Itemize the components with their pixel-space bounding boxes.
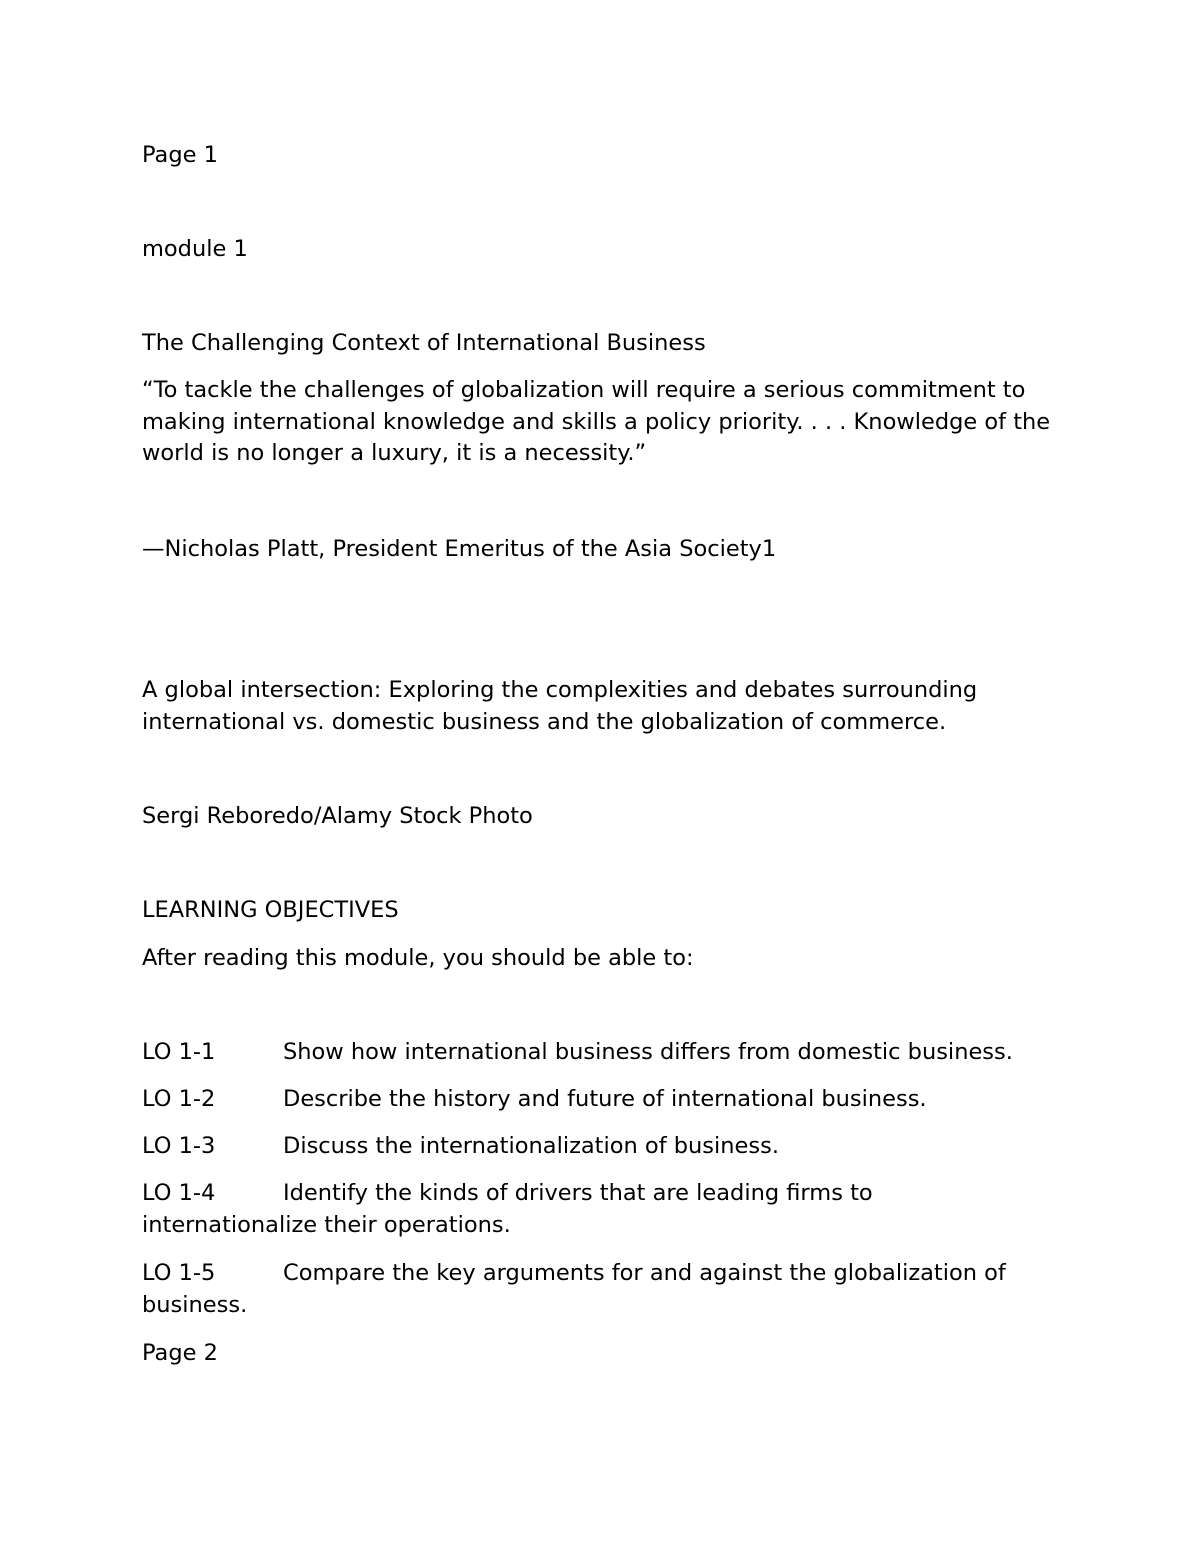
objective-text: Show how international business differs from domestic business. [283,1039,1013,1065]
objective-text: Compare the key arguments for and against the globalization of business. [142,1260,1006,1318]
page-number-1: Page 1 [142,142,218,168]
objective-text: Identify the kinds of drivers that are leading firms to internationalize their operations. [142,1180,873,1238]
photo-caption: A global intersection: Exploring the complexities and debates surrounding international vs. domestic business and the globalization of commerce. [142,677,978,735]
objective-code: LO 1-4 [142,1180,216,1206]
learning-objective-item [142,1258,1062,1321]
objective-code: LO 1-1 [142,1039,216,1065]
page-number-2: Page 2 [142,1340,218,1366]
objective-text: Describe the history and future of international business. [283,1086,927,1112]
learning-objectives-intro: After reading this module, you should be able to: [142,945,694,971]
objective-code: LO 1-5 [142,1260,216,1286]
photo-credit: Sergi Reboredo/Alamy Stock Photo [142,803,533,829]
learning-objectives-heading: LEARNING OBJECTIVES [142,897,399,923]
objective-code: LO 1-2 [142,1086,216,1112]
learning-objective-item [142,1037,1062,1069]
objective-code: LO 1-3 [142,1133,216,1159]
objective-text: Discuss the internationalization of business. [283,1133,779,1159]
learning-objective-item [142,1084,1062,1116]
epigraph-quote: “To tackle the challenges of globalization will require a serious commitment to making international knowledge and skills a policy priority. . . . Knowledge of the world is no longer a luxury, it is a necessity.” [142,377,1051,466]
learning-objective-item [142,1131,1062,1163]
quote-attribution: —Nicholas Platt, President Emeritus of the Asia Society1 [142,536,777,562]
chapter-title: The Challenging Context of International Business [142,330,706,356]
learning-objective-item [142,1178,932,1241]
module-label: module 1 [142,236,248,262]
